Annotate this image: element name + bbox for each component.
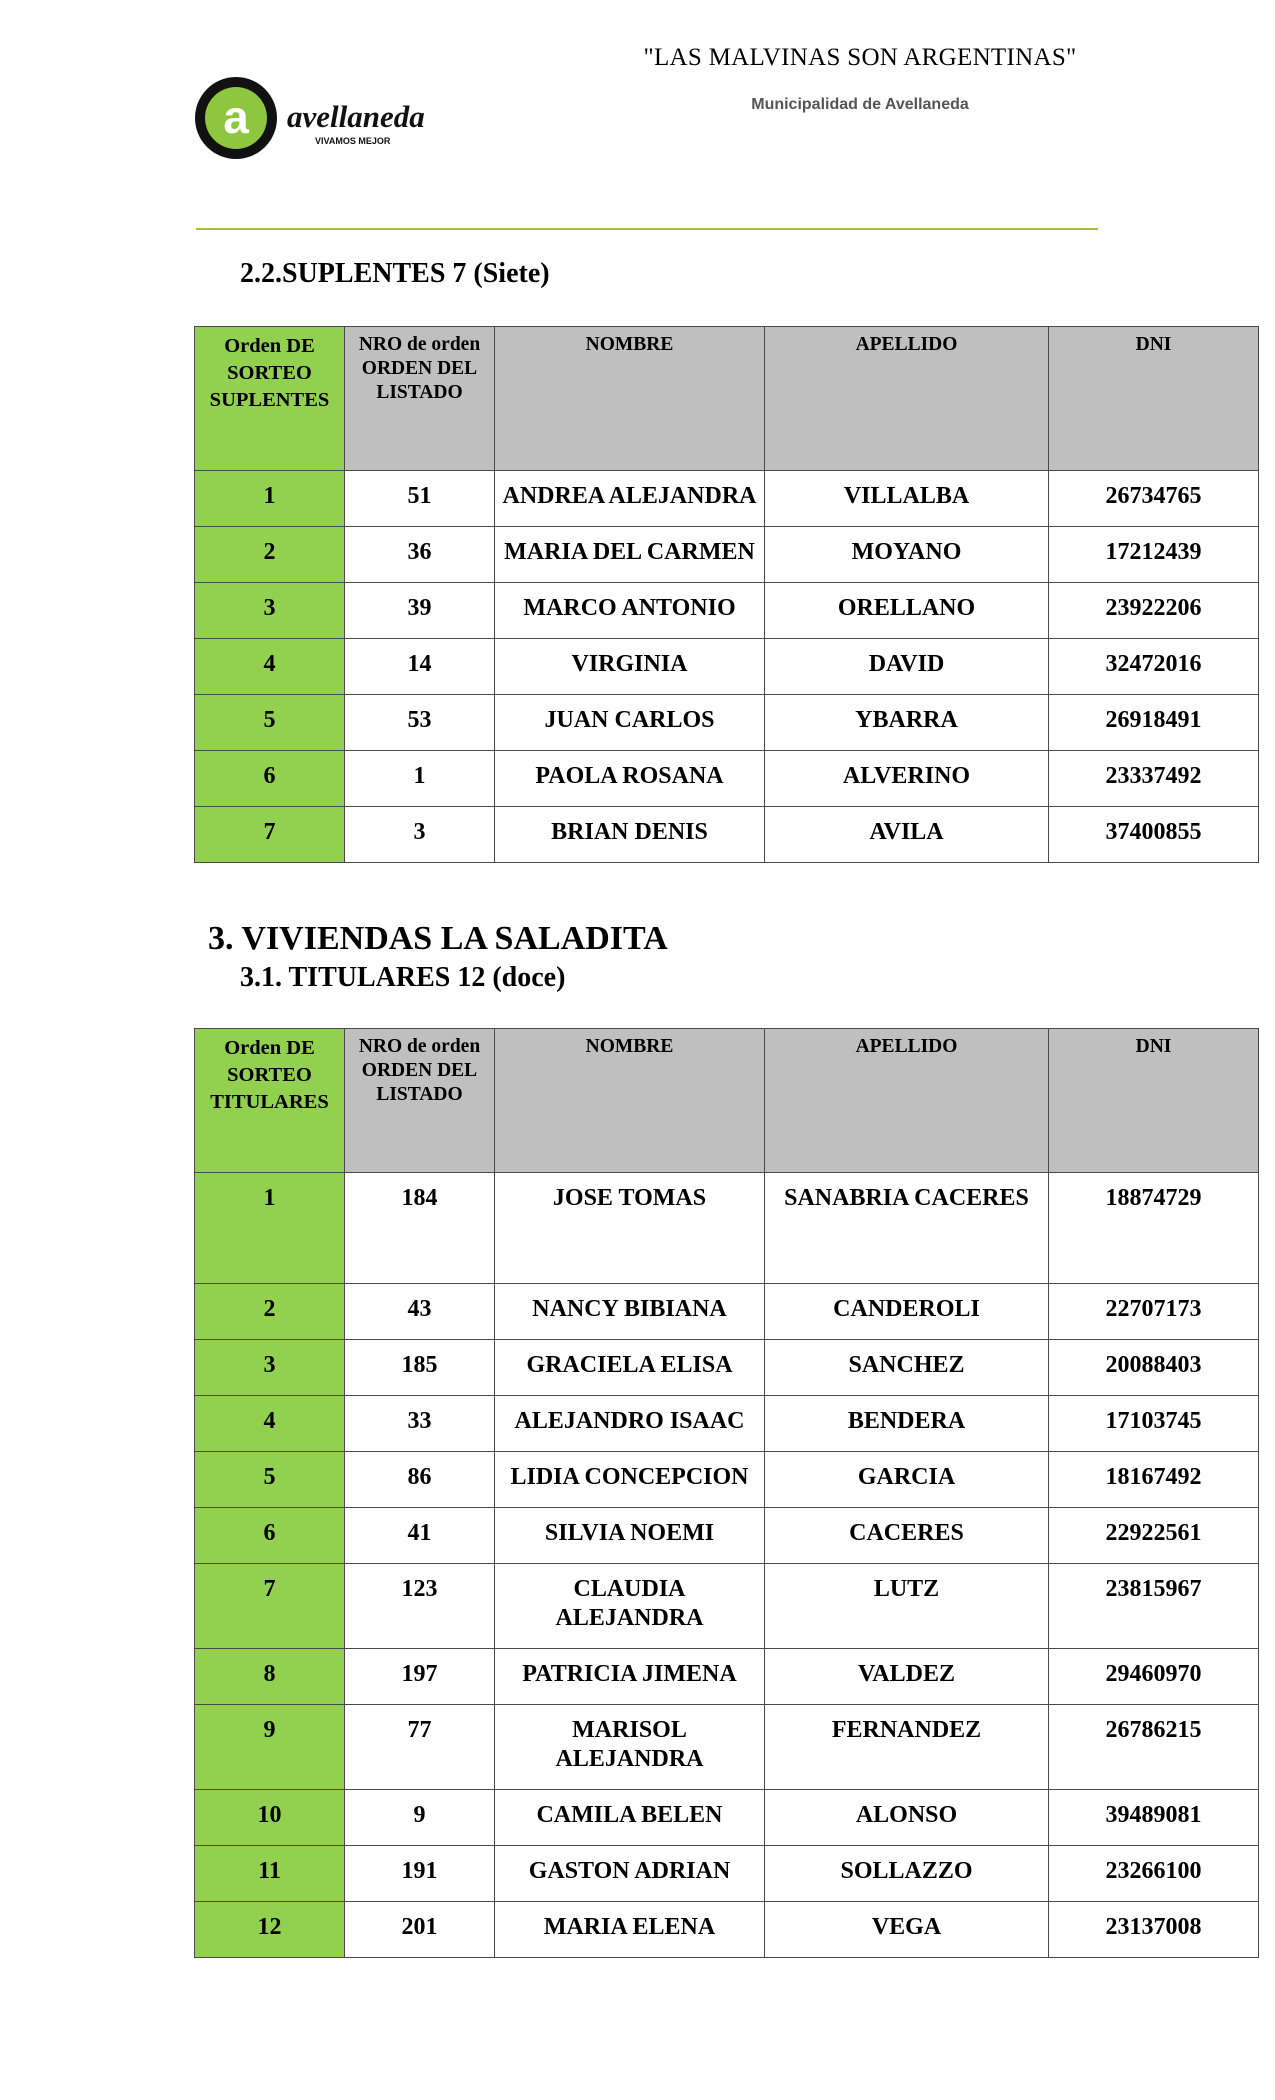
- logo-tagline: VIVAMOS MEJOR: [315, 136, 391, 146]
- cell-apellido: VALDEZ: [765, 1649, 1049, 1705]
- cell-orden: 6: [195, 1508, 345, 1564]
- cell-nro: 14: [345, 639, 495, 695]
- table-row: [195, 1846, 1259, 1902]
- cell-nro: 185: [345, 1340, 495, 1396]
- table-row: [195, 639, 1259, 695]
- table-row: [195, 1173, 1259, 1284]
- cell-nombre: JUAN CARLOS: [495, 695, 765, 751]
- cell-apellido: MOYANO: [765, 527, 1049, 583]
- cell-apellido: LUTZ: [765, 1564, 1049, 1649]
- saladita-heading: 3. VIVIENDAS LA SALADITA: [208, 920, 668, 957]
- cell-orden: 4: [195, 639, 345, 695]
- header-divider: [196, 228, 1098, 230]
- municipality-name: Municipalidad de Avellaneda: [751, 96, 969, 113]
- cell-dni: 23337492: [1049, 751, 1259, 807]
- cell-dni: 18874729: [1049, 1173, 1259, 1284]
- table-row: [195, 1452, 1259, 1508]
- header-nro-orden: NRO de orden ORDEN DEL LISTADO: [345, 327, 495, 471]
- cell-nro: 77: [345, 1705, 495, 1790]
- cell-apellido: CANDEROLI: [765, 1284, 1049, 1340]
- cell-orden: 11: [195, 1846, 345, 1902]
- cell-nro: 39: [345, 583, 495, 639]
- cell-nro: 1: [345, 751, 495, 807]
- table-row: [195, 1790, 1259, 1846]
- cell-orden: 8: [195, 1649, 345, 1705]
- table-row: [195, 527, 1259, 583]
- cell-nombre: MARIA DEL CARMEN: [495, 527, 765, 583]
- cell-orden: 1: [195, 471, 345, 527]
- cell-nro: 197: [345, 1649, 495, 1705]
- table-row: [195, 471, 1259, 527]
- cell-nombre: VIRGINIA: [495, 639, 765, 695]
- cell-apellido: ALVERINO: [765, 751, 1049, 807]
- cell-orden: 1: [195, 1173, 345, 1284]
- cell-nombre: MARISOL ALEJANDRA: [495, 1705, 765, 1790]
- table-row: [195, 807, 1259, 863]
- header-orden-sorteo: Orden DE SORTEO TITULARES: [195, 1029, 345, 1173]
- cell-nro: 43: [345, 1284, 495, 1340]
- header-nro-orden: NRO de orden ORDEN DEL LISTADO: [345, 1029, 495, 1173]
- titulares-subheading: 3.1. TITULARES 12 (doce): [240, 962, 566, 993]
- header-dni: DNI: [1049, 1029, 1259, 1173]
- cell-nro: 9: [345, 1790, 495, 1846]
- cell-dni: 17212439: [1049, 527, 1259, 583]
- cell-nro: 191: [345, 1846, 495, 1902]
- cell-nombre: GASTON ADRIAN: [495, 1846, 765, 1902]
- table-row: [195, 751, 1259, 807]
- suplentes-heading: 2.2.SUPLENTES 7 (Siete): [240, 258, 550, 289]
- cell-dni: 23815967: [1049, 1564, 1259, 1649]
- cell-apellido: BENDERA: [765, 1396, 1049, 1452]
- cell-nombre: PAOLA ROSANA: [495, 751, 765, 807]
- cell-dni: 23266100: [1049, 1846, 1259, 1902]
- suplentes-header-row: [195, 327, 1259, 471]
- logo-wordmark: avellaneda: [287, 99, 425, 134]
- cell-nro: 123: [345, 1564, 495, 1649]
- suplentes-table: [194, 326, 1259, 863]
- cell-orden: 5: [195, 1452, 345, 1508]
- cell-orden: 5: [195, 695, 345, 751]
- cell-apellido: FERNANDEZ: [765, 1705, 1049, 1790]
- cell-dni: 26918491: [1049, 695, 1259, 751]
- cell-orden: 10: [195, 1790, 345, 1846]
- cell-apellido: SANCHEZ: [765, 1340, 1049, 1396]
- cell-nro: 201: [345, 1902, 495, 1958]
- cell-nombre: JOSE TOMAS: [495, 1173, 765, 1284]
- cell-apellido: AVILA: [765, 807, 1049, 863]
- cell-orden: 2: [195, 527, 345, 583]
- cell-apellido: VILLALBA: [765, 471, 1049, 527]
- cell-nombre: MARIA ELENA: [495, 1902, 765, 1958]
- cell-apellido: YBARRA: [765, 695, 1049, 751]
- cell-nombre: ANDREA ALEJANDRA: [495, 471, 765, 527]
- cell-dni: 29460970: [1049, 1649, 1259, 1705]
- cell-apellido: ALONSO: [765, 1790, 1049, 1846]
- cell-dni: 26734765: [1049, 471, 1259, 527]
- cell-nro: 3: [345, 807, 495, 863]
- header-motto: "LAS MALVINAS SON ARGENTINAS": [643, 44, 1077, 71]
- cell-nombre: NANCY BIBIANA: [495, 1284, 765, 1340]
- table-row: [195, 583, 1259, 639]
- cell-dni: 39489081: [1049, 1790, 1259, 1846]
- header-apellido: APELLIDO: [765, 327, 1049, 471]
- cell-dni: 32472016: [1049, 639, 1259, 695]
- cell-nombre: GRACIELA ELISA: [495, 1340, 765, 1396]
- cell-orden: 6: [195, 751, 345, 807]
- cell-orden: 7: [195, 807, 345, 863]
- cell-nombre: ALEJANDRO ISAAC: [495, 1396, 765, 1452]
- table-row: [195, 1564, 1259, 1649]
- avellaneda-logo-graphic: [191, 74, 427, 164]
- cell-orden: 2: [195, 1284, 345, 1340]
- cell-dni: 26786215: [1049, 1705, 1259, 1790]
- cell-apellido: SANABRIA CACERES: [765, 1173, 1049, 1284]
- header-apellido: APELLIDO: [765, 1029, 1049, 1173]
- table-row: [195, 1649, 1259, 1705]
- cell-nro: 36: [345, 527, 495, 583]
- table-row: [195, 1705, 1259, 1790]
- header-dni: DNI: [1049, 327, 1259, 471]
- table-row: [195, 1508, 1259, 1564]
- header-orden-sorteo: Orden DE SORTEO SUPLENTES: [195, 327, 345, 471]
- cell-orden: 3: [195, 1340, 345, 1396]
- cell-dni: 23137008: [1049, 1902, 1259, 1958]
- cell-apellido: GARCIA: [765, 1452, 1049, 1508]
- cell-dni: 18167492: [1049, 1452, 1259, 1508]
- cell-nombre: SILVIA NOEMI: [495, 1508, 765, 1564]
- cell-nombre: LIDIA CONCEPCION: [495, 1452, 765, 1508]
- cell-nro: 184: [345, 1173, 495, 1284]
- cell-orden: 9: [195, 1705, 345, 1790]
- titulares-table: [194, 1028, 1259, 1958]
- table-row: [195, 1396, 1259, 1452]
- table-row: [195, 1284, 1259, 1340]
- cell-nro: 51: [345, 471, 495, 527]
- cell-nro: 41: [345, 1508, 495, 1564]
- logo-letter: a: [223, 91, 249, 143]
- cell-nombre: CAMILA BELEN: [495, 1790, 765, 1846]
- cell-nombre: CLAUDIA ALEJANDRA: [495, 1564, 765, 1649]
- cell-apellido: VEGA: [765, 1902, 1049, 1958]
- cell-nombre: PATRICIA JIMENA: [495, 1649, 765, 1705]
- cell-apellido: DAVID: [765, 639, 1049, 695]
- cell-apellido: CACERES: [765, 1508, 1049, 1564]
- table-row: [195, 695, 1259, 751]
- cell-dni: 22922561: [1049, 1508, 1259, 1564]
- cell-dni: 23922206: [1049, 583, 1259, 639]
- cell-orden: 3: [195, 583, 345, 639]
- table-row: [195, 1902, 1259, 1958]
- cell-orden: 4: [195, 1396, 345, 1452]
- cell-orden: 7: [195, 1564, 345, 1649]
- header-nombre: NOMBRE: [495, 327, 765, 471]
- cell-orden: 12: [195, 1902, 345, 1958]
- cell-dni: 37400855: [1049, 807, 1259, 863]
- table-row: [195, 1340, 1259, 1396]
- header-nombre: NOMBRE: [495, 1029, 765, 1173]
- cell-dni: 20088403: [1049, 1340, 1259, 1396]
- cell-dni: 17103745: [1049, 1396, 1259, 1452]
- cell-nombre: MARCO ANTONIO: [495, 583, 765, 639]
- cell-apellido: SOLLAZZO: [765, 1846, 1049, 1902]
- avellaneda-logo: [191, 74, 427, 164]
- cell-dni: 22707173: [1049, 1284, 1259, 1340]
- cell-nombre: BRIAN DENIS: [495, 807, 765, 863]
- cell-apellido: ORELLANO: [765, 583, 1049, 639]
- cell-nro: 33: [345, 1396, 495, 1452]
- titulares-header-row: [195, 1029, 1259, 1173]
- cell-nro: 86: [345, 1452, 495, 1508]
- cell-nro: 53: [345, 695, 495, 751]
